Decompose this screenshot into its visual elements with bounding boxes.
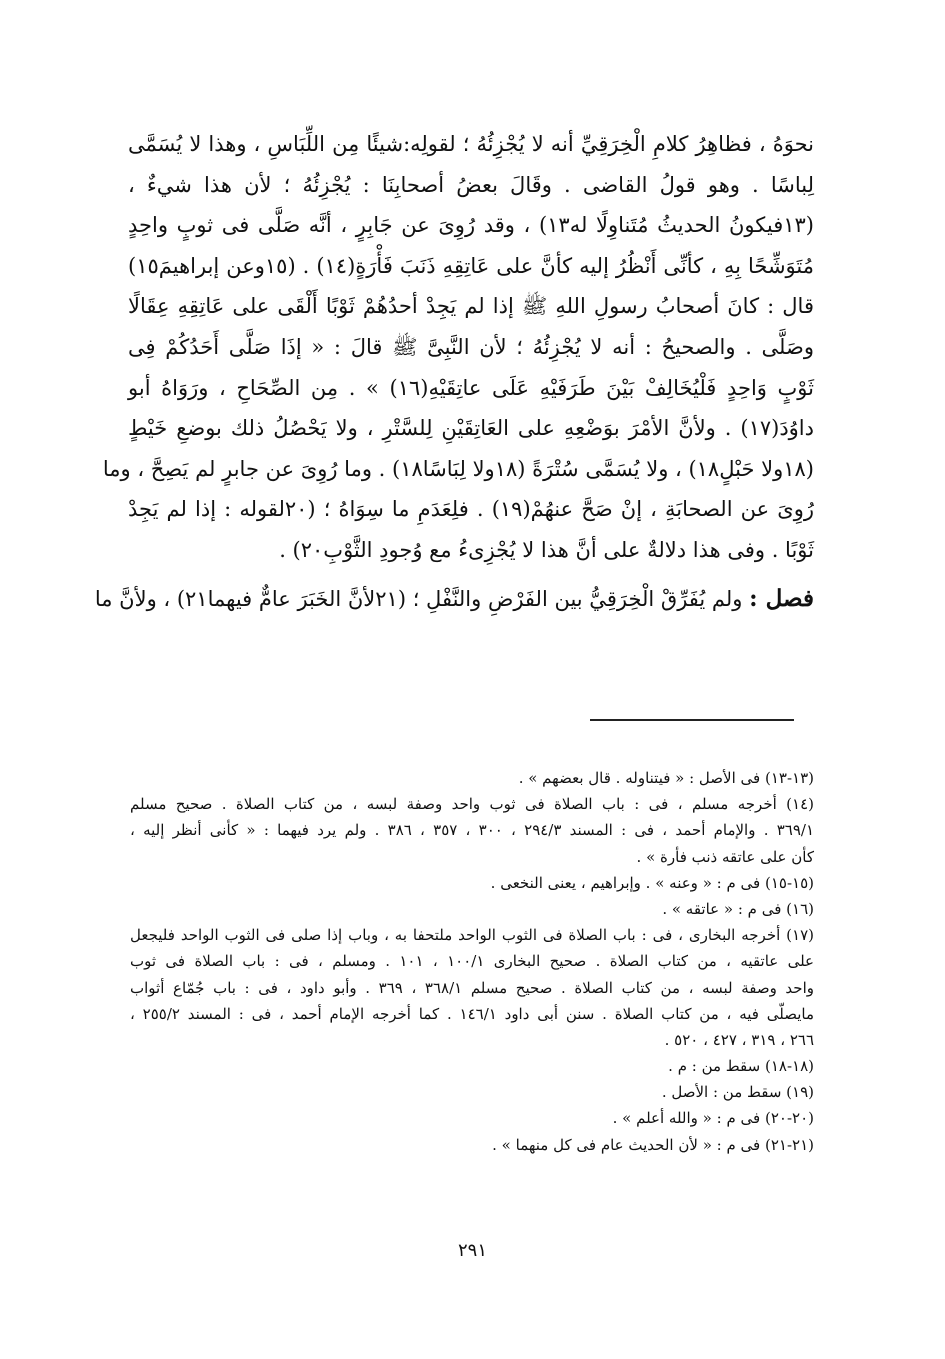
footnote-line: واحد وصفة لبسه ، من كتاب الصلاة . صحيح مسلم ٣٦٨/١ ، ٣٦٩ . وأبو داود ، فى : باب جُمّاع أثواب: [130, 978, 814, 997]
footnote-line: مايصلّى فيه ، من كتاب الصلاة . سنن أبى داود ١٤٦/١ . كما أخرجه الإمام أحمد ، فى : المسند ٢٥٥/٢ ،: [130, 1004, 814, 1023]
footnote-line: (١٤) أخرجه مسلم ، فى : باب الصلاة فى ثوب واحد وصفة لبسه ، من كتاب الصلاة . صحيح مسلم: [130, 795, 814, 814]
section-label: فصل :: [749, 584, 814, 612]
section-paragraph: [94, 577, 814, 621]
footnote-line: ٢٦٦ ، ٣١٩ ، ٤٢٧ ، ٥٢٠ .: [664, 1030, 814, 1049]
main-text-line: مُتَوَشِّحًا بِهِ ، كأنِّى أَنْظُرُ إليه كأنَّ على عَاتِقِهِ ذَنَبَ فَأْرَةٍ(١٤) . (١٥وعن إبراهيمَ١٥): [128, 253, 814, 278]
footnote-line: (١٨-١٨) سقط من : م .: [668, 1057, 814, 1076]
footnote-line: ٣٦٩/١ . والإمام أحمد ، فى : المسند ٢٩٤/٣ ، ٣٠٠ ، ٣٥٧ ، ٣٨٦ . ولم يرد فيهما : « كأنى أنظر إليه ،: [130, 821, 814, 840]
main-text-line: ثَوْبٍ وَاحِدٍ فَلْيُخَالِفْ بَيْنَ طَرَفَيْهِ عَلَى عاتِقَيْهِ(١٦) » . مِن الصِّحَاحِ ، ورَوَاهُ أبو: [128, 375, 814, 400]
footnote-line: (١٩) سقط من : الأصل .: [661, 1083, 814, 1102]
main-text-line: (١٨ولا حَبْلٍ١٨) ، ولا يُسَمَّى سُتْرَةً (١٨ولا لِبَاسًا١٨) . وما رُوِىَ عن جابرٍ لم يَصِحَّ ، وما: [102, 456, 814, 481]
main-text-line: نحوَهُ ، فظاهِرُ كلامِ الْخِرَقِيِّ أنه لا يُجْزِئُهُ ؛ لقولِه:شيئًا مِن اللِّبَاسِ ، وهذا لا يُسَمَّى: [128, 132, 814, 156]
main-text-line: (١٣فيكونُ الحديثُ مُتَناوِلًا له١٣) ، وقد رُوِىَ عن جَابِرٍ ، أنَّه صَلَّى فى ثوبٍ واحِدٍ: [128, 213, 814, 238]
footnote-line: (١٣-١٣) فى الأصل : « فيتناوله . قال بعضهم » .: [518, 769, 814, 787]
main-text-line: قال : كانَ أصحابُ رسولِ اللهِ ﷺ إذا لم يَجِدْ أحدُهُمْ ثَوْبًا أَلْقَى على عَاتِقِهِ عِقَالًا: [128, 294, 814, 319]
page-number: ٢٩١: [457, 1240, 487, 1261]
footnote-divider: [590, 719, 794, 721]
footnote-line: على عاتقيه ، من كتاب الصلاة . صحيح البخارى ١٠٠/١ ، ١٠١ . ومسلم ، فى : باب الصلاة فى ثوب: [130, 952, 815, 971]
main-text-block: [94, 124, 814, 621]
main-text-line: ثَوْبًا . وفى هذا دلالةٌ على أنَّ هذا لا يُجْزِىءُ مع وُجودِ الثَّوْبِ٢٠) .: [279, 537, 814, 562]
footnote-line: كأن على عاتقه ذنب فأرة » .: [636, 847, 814, 866]
footnote-line: (٢٠-٢٠) فى م : « والله أعلم » .: [612, 1109, 814, 1128]
main-text-line: لِباسًا . وهو قولُ القاضى . وقَالَ بعضُ أصحابِنَا : يُجْزِئُهُ ؛ لأن هذا شيءٌ ،: [128, 172, 814, 197]
footnote-line: (٢١-٢١) فى م : « لأن الحديث عام فى كل منهما » .: [492, 1135, 814, 1154]
main-text-line: رُوِىَ عن الصحابَةِ ، إنْ صَحَّ عنهُمْ(١٩) . فلِعَدَمِ ما سِوَاهُ ؛ (٢٠لقوله : إذا لم يَجِدْ: [128, 497, 814, 522]
section-text: ولم يُفَرِّقْ الْخِرَقِيُّ بين الفَرْضِ والنَّفْلِ ؛ (٢١لأنَّ الخَبَرَ عامٌّ فيهما٢١) ، ولأنَّ ما: [94, 586, 743, 611]
footnote-line: (١٦) فى م : « عاتقه » .: [662, 899, 814, 918]
footnote-line: (١٥-١٥) فى م : « وعنه » . وإبراهيم ، يعنى النخعى .: [490, 873, 814, 892]
main-text-line: داوُدَ(١٧) . ولأنَّ الأمْرَ بوَضْعِهِ على العَاتِقَيْنِ لِلسَّتْرِ ، ولا يَحْصُلُ ذلك بوضعِ خَيْطٍ: [128, 416, 814, 441]
footnote-line: (١٧) أخرجه البخارى ، فى : باب الصلاة فى الثوب الواحد ملتحفا به ، وباب إذا صلى فى الثوب الواحد فليجعل: [130, 926, 814, 945]
main-text-line: وصَلَّى . والصحيحُ : أنه لا يُجْزِئُهُ ؛ لأن النَّبِىَّ ﷺ قالَ : « إذَا صَلَّى أَحَدُكُمْ فِى: [128, 334, 814, 359]
footnotes-block: [130, 765, 814, 1158]
